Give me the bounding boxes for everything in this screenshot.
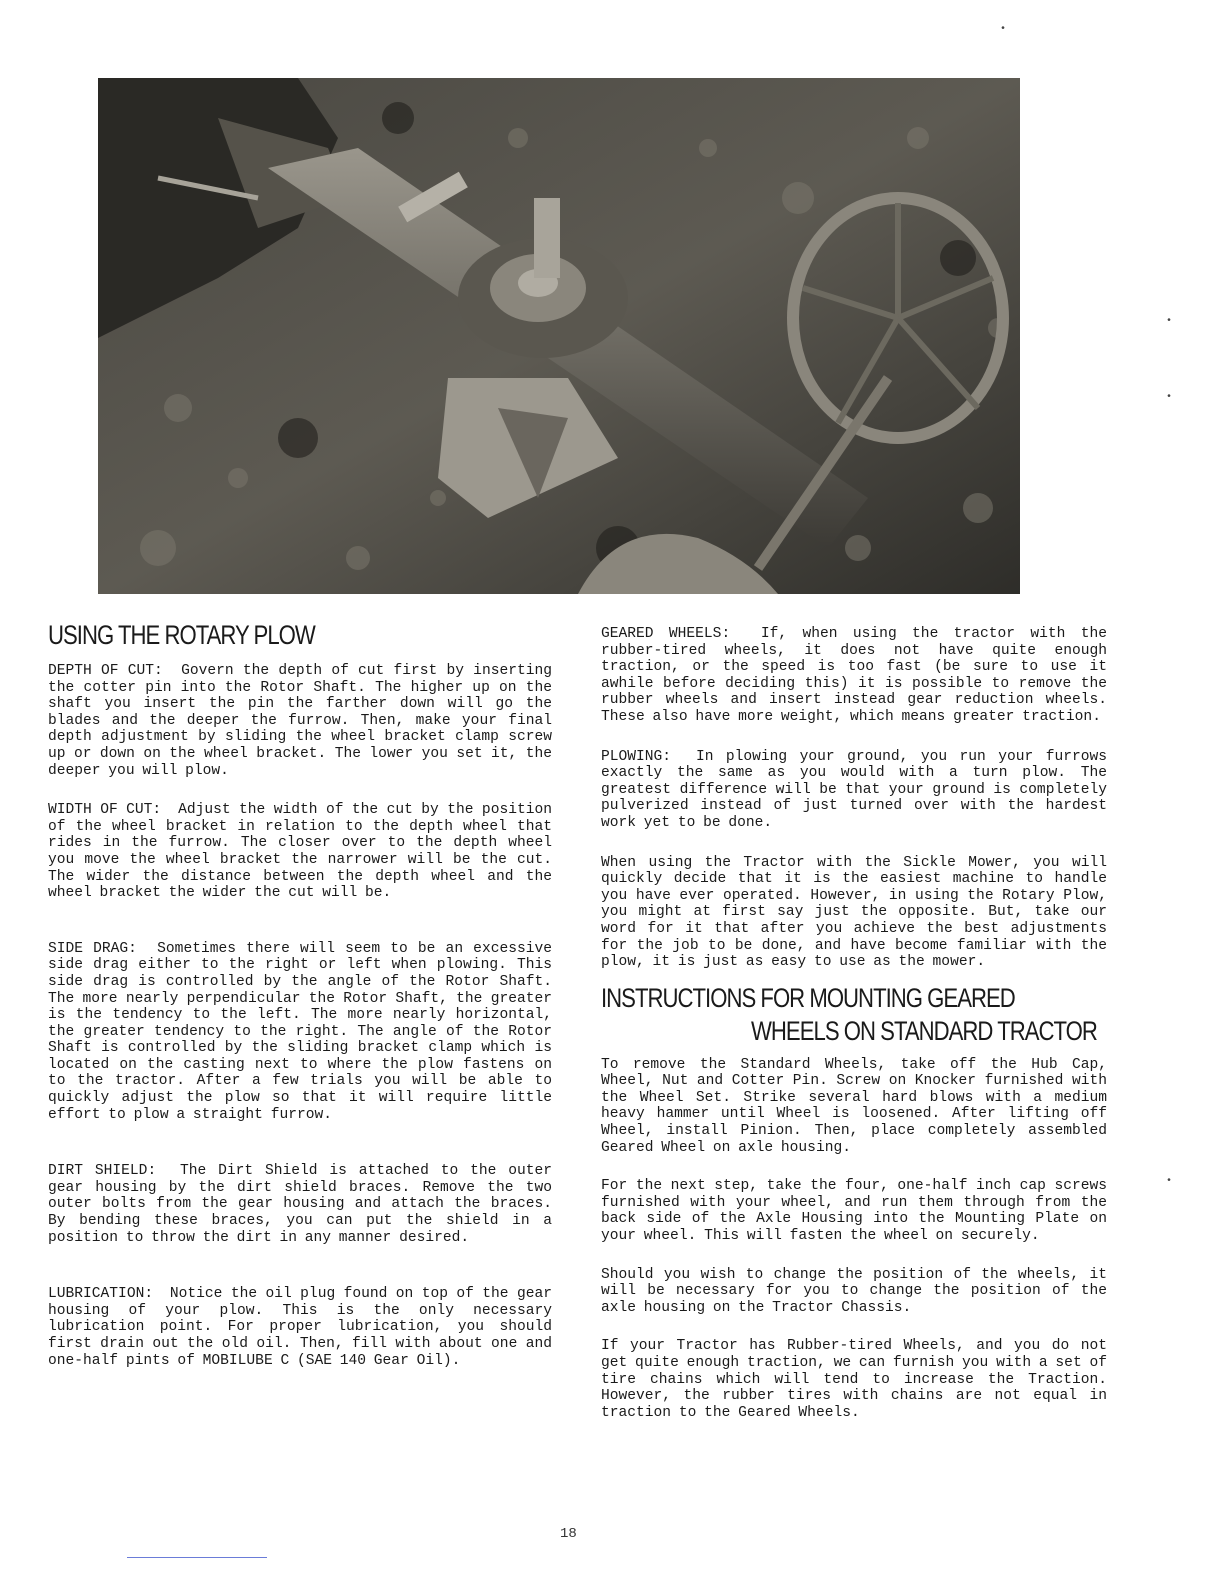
paragraph-text: If your Tractor has Rubber-tired Wheels, and you do not get quite enough traction, we can furnish you with a set of tire chains which will tend to increase the Traction. However, the rubber tires with chains are not equal in traction to the Geared Wheels.: [601, 1338, 1107, 1421]
paragraph-label: SIDE DRAG:: [48, 940, 137, 957]
paragraph-label: PLOWING:: [601, 748, 672, 765]
paragraph-depth-of-cut: [48, 663, 552, 779]
scan-speck: •: [1000, 24, 1007, 35]
paragraph-label: GEARED WHEELS:: [601, 626, 731, 642]
paragraph-remove-wheels: [601, 1057, 1107, 1157]
paragraph-text: When using the Tractor with the Sickle Mower, you will quickly decide that it is the easiest machine to handle you have ever operated. However, in using the Rotary Plow, you might at first say just the opposite. But, take our word for it that after you achieve the best adjustments for the job to be done, and have become familiar with the plow, it is just as easy to use as the mower.: [601, 854, 1107, 971]
scan-speck: •: [1166, 1176, 1173, 1187]
paragraph-text: To remove the Standard Wheels, take off the Hub Cap, Wheel, Nut and Cotter Pin. Screw on Knocker furnished with the Wheel Set. Strike several hard blows with a medium heavy hammer until Wheel is loosened. After lifting off Wheel, install Pinion. Then, place completely assembled Geared Wheel on axle housing.: [601, 1056, 1107, 1156]
paragraph-change-position: [601, 1267, 1107, 1317]
paragraph-text: The Dirt Shield is attached to the outer gear housing by the dirt shield braces. Remove the two outer bolts from the gear housing and attach the braces. By bending these braces, you can put the shield in a position to throw the dirt in any manner desired.: [48, 1163, 552, 1246]
paragraph-dirt-shield: [48, 1163, 552, 1246]
left-column: [48, 620, 552, 1369]
paragraph-side-drag: [48, 941, 552, 1124]
page-number: 18: [560, 1526, 577, 1542]
right-column: [601, 626, 1107, 1421]
paragraph-text: Adjust the width of the cut by the position of the wheel bracket in relation to the depth wheel that rides in the furrow. The closer over to the depth wheel you move the wheel bracket the narrower will be the cut. The wider the distance between the depth wheel and the wheel bracket the wider the cut will be.: [48, 802, 552, 902]
paragraph-tire-chains: [601, 1338, 1107, 1421]
paragraph-label: DIRT SHIELD:: [48, 1163, 157, 1180]
paragraph-sickle-mower: [601, 855, 1107, 971]
paragraph-text: In plowing your ground, you run your furrows exactly the same as you would with a turn plow. The greatest difference will be that your ground is completely pulverized instead of just turned over with the hardest work yet to be done.: [601, 748, 1108, 831]
paragraph-label: LUBRICATION:: [48, 1286, 154, 1303]
section-heading-rotary-plow: USING THE ROTARY PLOW: [48, 620, 315, 650]
footer-rule: [127, 1557, 267, 1558]
scan-speck: •: [1166, 316, 1173, 327]
paragraph-label: WIDTH OF CUT:: [48, 802, 162, 819]
paragraph-cap-screws: [601, 1178, 1107, 1244]
paragraph-text: Govern the depth of cut first by inserting the cotter pin into the Rotor Shaft. The higher up on the shaft you insert the pin the farther down will go the blades and the deeper the furrow. Then, make your final depth adjustment by sliding the wheel bracket clamp screw up or down on the wheel bracket. The lower you set it, the deeper you will plow.: [48, 663, 552, 779]
paragraph-text: Sometimes there will seem to be an excessive side drag either to the right or left when plowing. This side drag is controlled by the angle of the Rotor Shaft. The more nearly perpendicular the Rotor Shaft, the greater is the tendency to the left. The more nearly horizontal, the greater tendency to the right. The angle of the Rotor Shaft is controlled by the sliding bracket clamp which is located on the casting next to where the plow fastens on to the tractor. After a few trials you will be able to quickly adjust the plow so that it will require little effort to plow a straight furrow.: [48, 940, 553, 1123]
paragraph-width-of-cut: [48, 802, 552, 902]
paragraph-label: DEPTH OF CUT:: [48, 663, 163, 679]
paragraph-geared-wheels: [601, 626, 1107, 726]
section-heading-mounting-line1: INSTRUCTIONS FOR MOUNTING GEARED: [601, 982, 1015, 1013]
paragraph-lubrication: [48, 1286, 552, 1369]
paragraph-plowing: [601, 749, 1107, 832]
plow-photo-icon: [98, 78, 1020, 594]
rotary-plow-photo: [98, 78, 1020, 594]
paragraph-text: Notice the oil plug found on top of the gear housing of your plow. This is the only necessary lubrication point. For proper lubrication, you should first drain out the old oil. Then, fill with about one and one-half pints of MOBILUBE C (SAE 140 Gear Oil).: [48, 1286, 552, 1369]
paragraph-text: Should you wish to change the position of the wheels, it will be necessary for you to change the position of the axle housing on the Tractor Chassis.: [601, 1266, 1107, 1316]
paragraph-text: If, when using the tractor with the rubber-tired wheels, it does not have quite enough traction, or the speed is too fast (be sure to use it awhile before deciding this) it is possible to remove the rubber wheels and insert instead gear reduction wheels. These also have more weight, which means greater traction.: [601, 626, 1107, 725]
scan-speck: •: [1166, 392, 1173, 403]
paragraph-text: For the next step, take the four, one-half inch cap screws furnished with your wheel, and run them through from the back side of the Axle Housing into the Mounting Plate on your wheel. This will fasten the wheel on securely.: [601, 1178, 1107, 1245]
section-heading-mounting-line2: WHEELS ON STANDARD TRACTOR: [751, 1015, 1097, 1046]
